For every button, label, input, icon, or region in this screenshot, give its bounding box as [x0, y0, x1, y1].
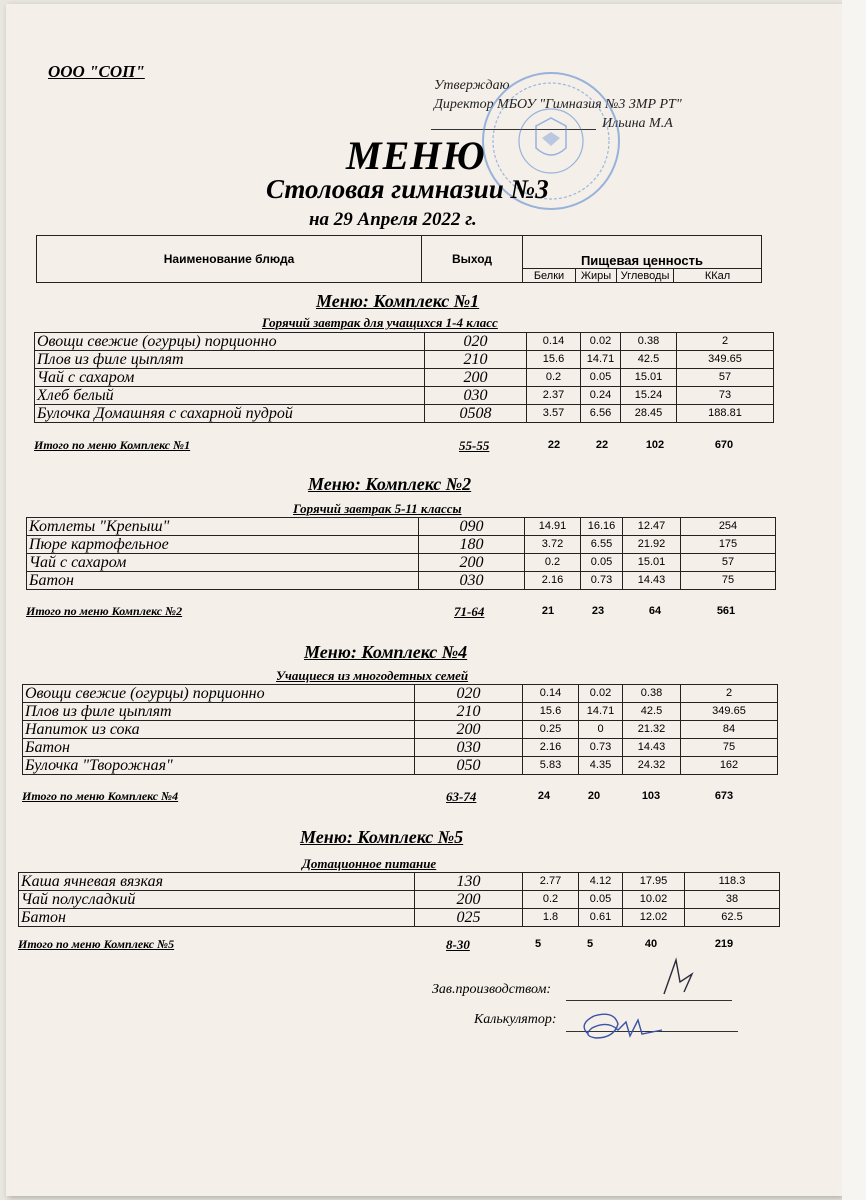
dish-name: Плов из филе цыплят [23, 703, 415, 721]
dish-fat: 0.24 [581, 387, 621, 405]
production-manager-label: Зав.производством: [432, 982, 552, 997]
dish-fat: 14.71 [581, 351, 621, 369]
dish-fat: 0.73 [581, 572, 623, 590]
dish-kcal: 57 [681, 554, 776, 572]
dish-kcal: 349.65 [677, 351, 774, 369]
dish-kcal: 84 [681, 721, 778, 739]
dish-protein: 0.14 [523, 685, 579, 703]
total-protein: 22 [547, 439, 561, 451]
menu-table [26, 517, 776, 590]
section-subtitle: Учащиеся из многодетных семей [276, 668, 469, 683]
table-row [23, 721, 778, 739]
header-dish: Наименование блюда [37, 236, 422, 283]
dish-name: Пюре картофельное [27, 536, 419, 554]
total-protein: 24 [537, 790, 551, 802]
dish-output: 090 [419, 518, 525, 536]
dish-carbs: 0.38 [623, 685, 681, 703]
dish-name: Хлеб белый [35, 387, 425, 405]
table-row [19, 909, 780, 927]
section-title: Меню: Комплекс №1 [316, 291, 480, 311]
dish-name: Котлеты "Крепыш" [27, 518, 419, 536]
dish-protein: 3.72 [525, 536, 581, 554]
total-kcal: 670 [714, 439, 734, 451]
dish-fat: 0 [579, 721, 623, 739]
dish-carbs: 12.02 [623, 909, 685, 927]
dish-kcal: 118.3 [685, 873, 780, 891]
table-row [27, 554, 776, 572]
menu-table [34, 332, 774, 423]
dish-carbs: 15.01 [621, 369, 677, 387]
dish-fat: 14.71 [579, 703, 623, 721]
dish-kcal: 75 [681, 739, 778, 757]
header-carbs: Углеводы [617, 269, 674, 283]
dish-kcal: 2 [677, 333, 774, 351]
dish-fat: 16.16 [581, 518, 623, 536]
total-label: Итого по меню Комплекс №1 [34, 438, 191, 452]
table-row [19, 873, 780, 891]
dish-name: Овощи свежие (огурцы) порционно [35, 333, 425, 351]
dish-output: 020 [415, 685, 523, 703]
dish-output: 200 [415, 721, 523, 739]
dish-name: Напиток из сока [23, 721, 415, 739]
dish-kcal: 73 [677, 387, 774, 405]
table-row [35, 333, 774, 351]
dish-output: 180 [419, 536, 525, 554]
dish-protein: 3.57 [527, 405, 581, 423]
scan-margin [842, 0, 866, 1200]
header-output: Выход [422, 236, 523, 283]
dish-protein: 15.6 [523, 703, 579, 721]
dish-carbs: 12.47 [623, 518, 681, 536]
dish-protein: 5.83 [523, 757, 579, 775]
dish-protein: 2.77 [523, 873, 579, 891]
dish-carbs: 21.92 [623, 536, 681, 554]
dish-protein: 2.16 [525, 572, 581, 590]
section-title: Меню: Комплекс №5 [300, 827, 464, 847]
dish-kcal: 2 [681, 685, 778, 703]
table-row [35, 405, 774, 423]
dish-kcal: 75 [681, 572, 776, 590]
dish-fat: 0.05 [581, 554, 623, 572]
dish-protein: 15.6 [527, 351, 581, 369]
total-carbs: 40 [644, 938, 658, 950]
dish-carbs: 42.5 [623, 703, 681, 721]
table-row [23, 703, 778, 721]
total-fat: 22 [595, 439, 609, 451]
dish-fat: 0.05 [581, 369, 621, 387]
dish-kcal: 62.5 [685, 909, 780, 927]
dish-protein: 14.91 [525, 518, 581, 536]
total-output: 55-55 [459, 438, 490, 453]
dish-fat: 0.02 [581, 333, 621, 351]
total-label: Итого по меню Комплекс №4 [22, 789, 179, 803]
column-header-table [36, 235, 762, 283]
table-row [35, 351, 774, 369]
total-kcal: 673 [714, 790, 734, 802]
dish-fat: 6.56 [581, 405, 621, 423]
dish-kcal: 349.65 [681, 703, 778, 721]
total-fat: 20 [587, 790, 601, 802]
dish-name: Плов из филе цыплят [35, 351, 425, 369]
approve-director-name: Ильина М.А [602, 116, 673, 131]
total-label: Итого по меню Комплекс №2 [26, 604, 183, 618]
dish-kcal: 162 [681, 757, 778, 775]
dish-output: 200 [415, 891, 523, 909]
dish-output: 020 [425, 333, 527, 351]
total-output: 71-64 [454, 604, 485, 619]
dish-output: 200 [419, 554, 525, 572]
dish-output: 0508 [425, 405, 527, 423]
menu-table [18, 872, 780, 927]
dish-fat: 6.55 [581, 536, 623, 554]
dish-output: 210 [415, 703, 523, 721]
total-row [18, 937, 780, 953]
total-row [34, 438, 774, 454]
document-page [6, 4, 842, 1196]
total-label: Итого по меню Комплекс №5 [18, 937, 175, 951]
calculator-label: Калькулятор: [474, 1012, 557, 1027]
dish-name: Каша ячневая вязкая [19, 873, 415, 891]
dish-carbs: 10.02 [623, 891, 685, 909]
dish-fat: 0.02 [579, 685, 623, 703]
dish-kcal: 57 [677, 369, 774, 387]
header-protein: Белки [523, 269, 576, 283]
calculator-signature [574, 1006, 670, 1046]
total-carbs: 64 [648, 605, 662, 617]
dish-name: Чай с сахаром [27, 554, 419, 572]
header-nutrition: Пищевая ценность [523, 236, 762, 269]
dish-name: Булочка Домашняя с сахарной пудрой [35, 405, 425, 423]
production-signature [646, 952, 706, 1002]
dish-fat: 0.61 [579, 909, 623, 927]
total-kcal: 561 [716, 605, 736, 617]
dish-name: Булочка "Творожная" [23, 757, 415, 775]
dish-output: 030 [425, 387, 527, 405]
dish-name: Чай полусладкий [19, 891, 415, 909]
table-row [35, 387, 774, 405]
dish-kcal: 38 [685, 891, 780, 909]
table-row [23, 685, 778, 703]
dish-protein: 0.2 [527, 369, 581, 387]
section-subtitle: Горячий завтрак для учащихся 1-4 класс [262, 315, 498, 330]
table-row [27, 536, 776, 554]
approve-position: Директор МБОУ "Гимназия №3 ЗМР РТ" [434, 97, 682, 112]
dish-carbs: 0.38 [621, 333, 677, 351]
header-kcal: ККал [674, 269, 762, 283]
page-title: МЕНЮ [346, 133, 486, 178]
total-row [26, 604, 776, 620]
dish-fat: 0.05 [579, 891, 623, 909]
dish-carbs: 17.95 [623, 873, 685, 891]
dish-protein: 1.8 [523, 909, 579, 927]
dish-carbs: 15.01 [623, 554, 681, 572]
dish-fat: 4.12 [579, 873, 623, 891]
total-output: 8-30 [446, 937, 470, 952]
dish-kcal: 254 [681, 518, 776, 536]
table-row [23, 757, 778, 775]
dish-output: 200 [425, 369, 527, 387]
dish-kcal: 188.81 [677, 405, 774, 423]
dish-carbs: 42.5 [621, 351, 677, 369]
table-row [35, 369, 774, 387]
dish-output: 050 [415, 757, 523, 775]
section-title: Меню: Комплекс №2 [308, 474, 472, 494]
total-carbs: 102 [645, 439, 665, 451]
total-protein: 21 [541, 605, 555, 617]
section-subtitle: Дотационное питание [302, 856, 437, 871]
dish-name: Батон [23, 739, 415, 757]
dish-protein: 0.2 [525, 554, 581, 572]
section-subtitle: Горячий завтрак 5-11 классы [293, 501, 462, 516]
page-subtitle: Столовая гимназии №3 [266, 174, 549, 204]
dish-output: 030 [415, 739, 523, 757]
organization-name: ООО "СОП" [48, 62, 145, 81]
dish-protein: 2.16 [523, 739, 579, 757]
table-row [27, 572, 776, 590]
dish-protein: 0.25 [523, 721, 579, 739]
dish-name: Чай с сахаром [35, 369, 425, 387]
table-row [23, 739, 778, 757]
dish-protein: 2.37 [527, 387, 581, 405]
dish-kcal: 175 [681, 536, 776, 554]
dish-fat: 0.73 [579, 739, 623, 757]
dish-protein: 0.2 [523, 891, 579, 909]
table-row [27, 518, 776, 536]
section-title: Меню: Комплекс №4 [304, 642, 468, 662]
dish-output: 030 [419, 572, 525, 590]
total-row [22, 789, 778, 805]
dish-output: 210 [425, 351, 527, 369]
menu-table [22, 684, 778, 775]
table-row [19, 891, 780, 909]
dish-carbs: 14.43 [623, 739, 681, 757]
approve-label: Утверждаю [434, 78, 510, 93]
total-protein: 5 [534, 938, 542, 950]
dish-name: Батон [27, 572, 419, 590]
dish-carbs: 28.45 [621, 405, 677, 423]
dish-protein: 0.14 [527, 333, 581, 351]
dish-carbs: 14.43 [623, 572, 681, 590]
header-fat: Жиры [576, 269, 617, 283]
dish-carbs: 24.32 [623, 757, 681, 775]
total-fat: 5 [586, 938, 594, 950]
dish-fat: 4.35 [579, 757, 623, 775]
dish-name: Овощи свежие (огурцы) порционно [23, 685, 415, 703]
total-carbs: 103 [641, 790, 661, 802]
total-kcal: 219 [714, 938, 734, 950]
dish-carbs: 21.32 [623, 721, 681, 739]
dish-output: 025 [415, 909, 523, 927]
dish-output: 130 [415, 873, 523, 891]
dish-carbs: 15.24 [621, 387, 677, 405]
menu-date: на 29 Апреля 2022 г. [309, 209, 477, 230]
total-fat: 23 [591, 605, 605, 617]
dish-name: Батон [19, 909, 415, 927]
total-output: 63-74 [446, 789, 477, 804]
